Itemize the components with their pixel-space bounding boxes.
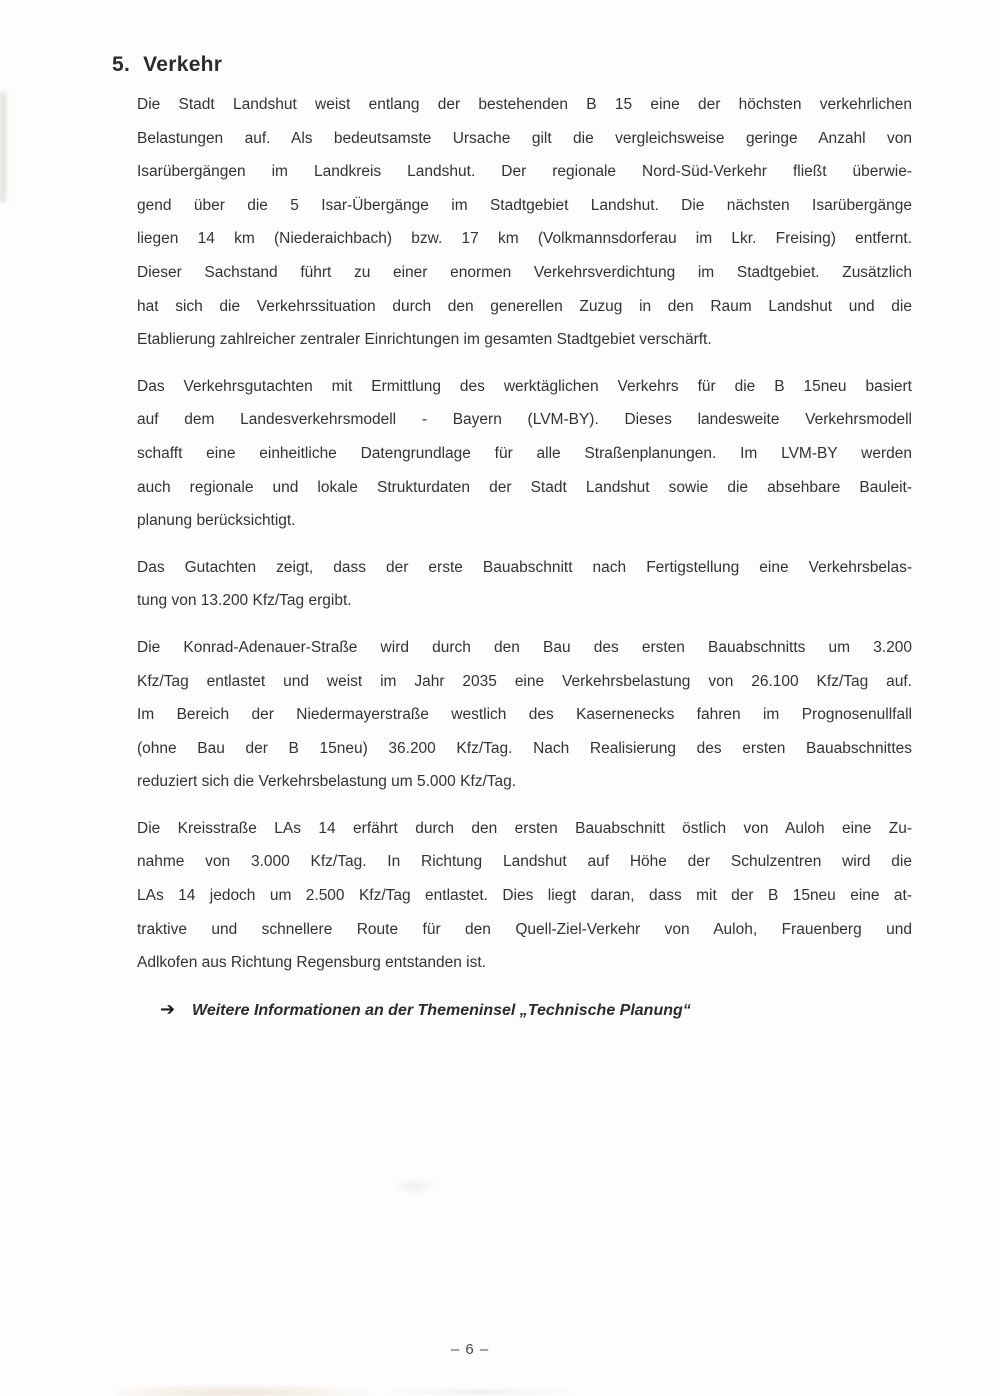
text-line: gend über die 5 Isar-Übergänge im Stadtgebiet Landshut. Die nächsten Isarübergänge bbox=[137, 196, 912, 214]
text-line: Isarübergängen im Landkreis Landshut. Der regionale Nord-Süd-Verkehr fließt überwie- bbox=[137, 163, 912, 181]
body-column bbox=[137, 88, 912, 1026]
text-line: Dieser Sachstand führt zu einer enormen Verkehrsverdichtung im Stadtgebiet. Zusätzlich bbox=[137, 263, 912, 281]
text-line: Adlkofen aus Richtung Regensburg entstanden ist. bbox=[137, 954, 486, 972]
text-line: (ohne Bau der B 15neu) 36.200 Kfz/Tag. Nach Realisierung des ersten Bauabschnittes bbox=[137, 739, 912, 757]
section-number: 5. bbox=[112, 53, 131, 76]
scan-artifact-bottom-smudge bbox=[115, 1383, 385, 1396]
paragraph bbox=[137, 88, 912, 357]
text-line: schafft eine einheitliche Datengrundlage für alle Straßenplanungen. Im LVM-BY werden bbox=[137, 444, 912, 462]
page-number: – 6 – bbox=[450, 1341, 490, 1358]
text-line: nahme von 3.000 Kfz/Tag. In Richtung Landshut auf Höhe der Schulzentren wird die bbox=[137, 853, 912, 871]
text-line: Das Verkehrsgutachten mit Ermittlung des werktäglichen Verkehrs für die B 15neu basiert bbox=[137, 377, 912, 395]
paragraph bbox=[137, 631, 912, 799]
info-note bbox=[137, 993, 912, 1027]
text-line: traktive und schnellere Route für den Quell-Ziel-Verkehr von Auloh, Frauenberg und bbox=[137, 920, 912, 938]
text-line: reduziert sich die Verkehrsbelastung um 5.000 Kfz/Tag. bbox=[137, 773, 517, 791]
scan-artifact-left-edge bbox=[0, 92, 6, 202]
text-line: Das Gutachten zeigt, dass der erste Bauabschnitt nach Fertigstellung eine Verkehrsbelas- bbox=[137, 558, 912, 576]
text-line: Die Kreisstraße LAs 14 erfährt durch den ersten Bauabschnitt östlich von Auloh eine Zu- bbox=[137, 819, 912, 837]
text-line: Belastungen auf. Als bedeutsamste Ursache gilt die vergleichsweise geringe Anzahl von bbox=[137, 129, 912, 147]
paragraph bbox=[137, 370, 912, 538]
scan-artifact-smudge bbox=[392, 1178, 438, 1194]
text-line: auf dem Landesverkehrsmodell - Bayern (LVM-BY). Dieses landesweite Verkehrsmodell bbox=[137, 411, 912, 429]
text-line: Kfz/Tag entlastet und weist im Jahr 2035 eine Verkehrsbelastung von 26.100 Kfz/Tag auf. bbox=[137, 672, 912, 690]
info-note-text: Weitere Informationen an der Themeninsel „Technische Planung“ bbox=[192, 1001, 691, 1019]
body-paragraphs bbox=[137, 88, 912, 980]
text-line: tung von 13.200 Kfz/Tag ergibt. bbox=[137, 592, 352, 610]
text-line: planung berücksichtigt. bbox=[137, 512, 296, 530]
section-heading bbox=[112, 53, 222, 77]
text-line: liegen 14 km (Niederaichbach) bzw. 17 km (Volkmannsdorferau im Lkr. Freising) entfernt. bbox=[137, 230, 912, 248]
paragraph bbox=[137, 812, 912, 980]
scan-artifact-bottom-smudge-2 bbox=[380, 1388, 580, 1396]
text-line: hat sich die Verkehrssituation durch den generellen Zuzug in den Raum Landshut und die bbox=[137, 297, 912, 315]
text-line: Die Stadt Landshut weist entlang der bestehenden B 15 eine der höchsten verkehrlichen bbox=[137, 96, 912, 113]
text-line: LAs 14 jedoch um 2.500 Kfz/Tag entlastet. Dies liegt daran, dass mit der B 15neu eine at- bbox=[137, 887, 912, 905]
arrow-right-icon: ➔ bbox=[160, 998, 176, 1019]
text-line: Im Bereich der Niedermayerstraße westlich des Kasernenecks fahren im Prognosenullfall bbox=[137, 706, 912, 724]
text-line: Etablierung zahlreicher zentraler Einrichtungen im gesamten Stadtgebiet verschärft. bbox=[137, 331, 712, 349]
paragraph bbox=[137, 551, 912, 618]
text-line: Die Konrad-Adenauer-Straße wird durch den Bau des ersten Bauabschnitts um 3.200 bbox=[137, 638, 912, 656]
section-title: Verkehr bbox=[143, 53, 223, 76]
text-line: auch regionale und lokale Strukturdaten der Stadt Landshut sowie die absehbare Bauleit- bbox=[137, 478, 912, 496]
